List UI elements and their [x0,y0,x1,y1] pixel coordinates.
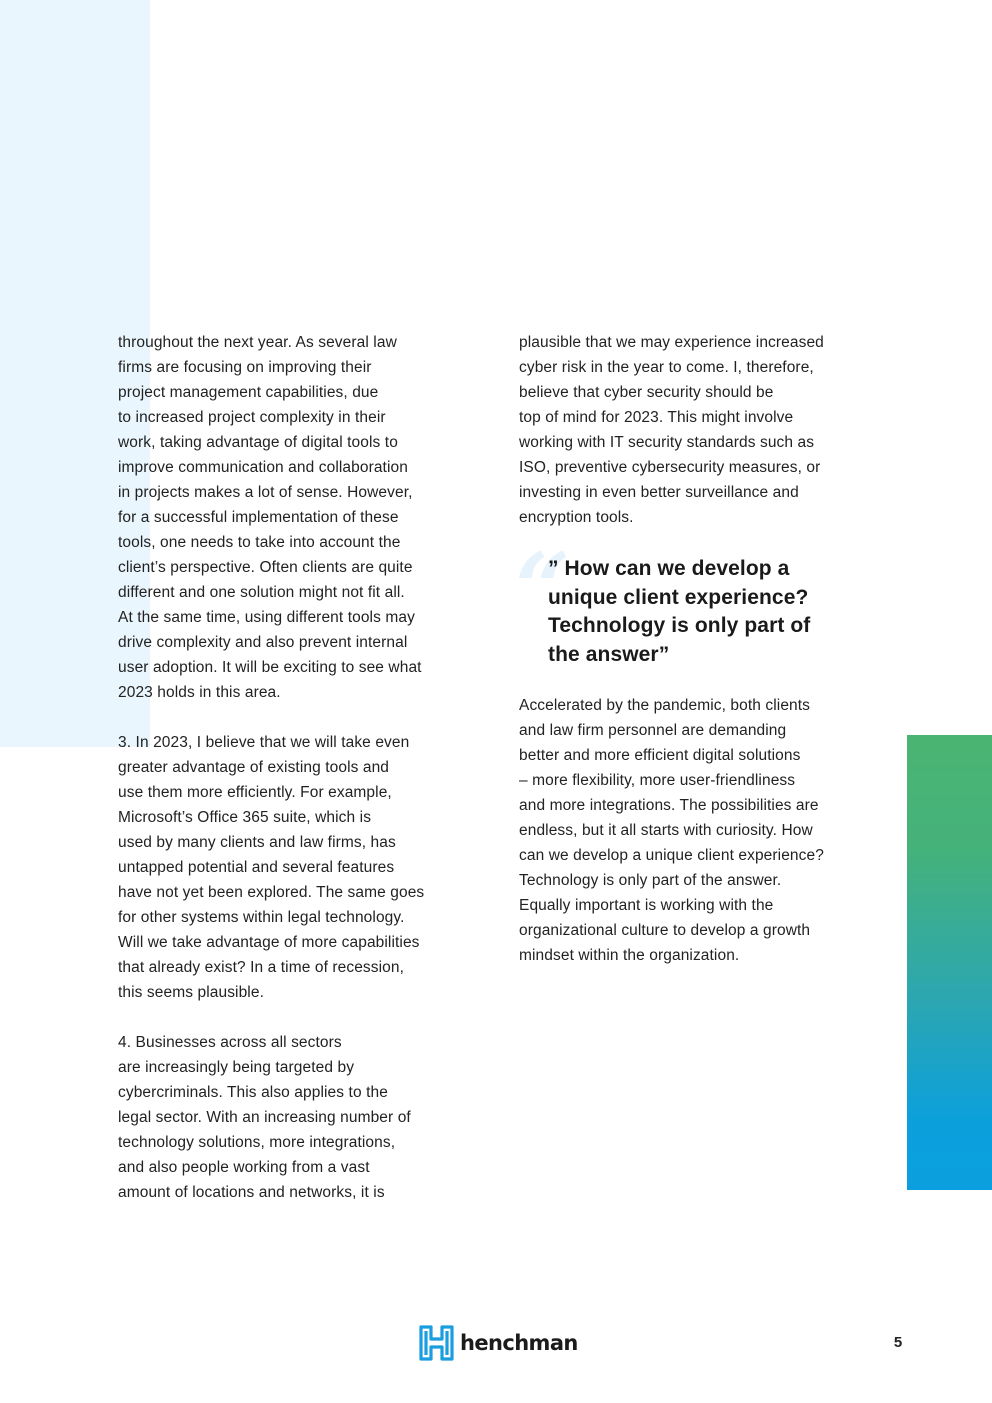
text-line: 4. Businesses across all sectors [118,1034,342,1051]
text-line: this seems plausible. [118,984,264,1001]
quote-line: Technology is only part of [548,614,811,637]
text-line: encryption tools. [519,509,634,526]
text-line: legal sector. With an increasing number of [118,1109,411,1126]
text-line: organizational culture to develop a growth [519,922,811,939]
paragraph-point-3 [118,730,478,1005]
text-line: and also people working from a vast [118,1159,370,1176]
text-line: drive complexity and also prevent internal [118,634,408,651]
text-line: for a successful implementation of these [118,509,399,526]
right-text-column [515,330,874,968]
text-line: Will we take advantage of more capabilities [118,934,420,951]
text-line: firms are focusing on improving their [118,359,372,376]
text-line: working with IT security standards such as [519,434,815,451]
text-line: investing in even better surveillance and [519,484,799,501]
quote-line: ” How can we develop a [548,557,790,580]
paragraph-gap [118,705,478,730]
quote-line: the answer” [548,642,670,666]
text-line: top of mind for 2023. This might involve [519,409,794,426]
text-line: used by many clients and law firms, has [118,834,396,851]
pull-quote [515,532,874,669]
text-line: and more integrations. The possibilities are [519,797,819,814]
text-line: ISO, preventive cybersecurity measures, or [519,459,821,476]
text-line: Equally important is working with the [519,897,774,914]
paragraph-point-4 [118,1030,478,1205]
text-line: for other systems within legal technology. [118,909,405,926]
paragraph-gap [118,1005,478,1030]
text-line: improve communication and collaboration [118,459,408,476]
text-line: to increased project complexity in their [118,409,386,426]
henchman-logo [419,1324,578,1362]
paragraph-continuation [118,330,478,705]
quote-line: unique client experience? [548,585,809,609]
text-line: 3. In 2023, I believe that we will take even [118,734,410,751]
text-line: Accelerated by the pandemic, both clients [519,697,811,714]
text-line: – more flexibility, more user-friendliness [519,772,796,789]
text-line: Technology is only part of the answer. [519,872,782,889]
gradient-side-bar [907,735,992,1190]
text-line: tools, one needs to take into account the [118,534,401,551]
text-line: client’s perspective. Often clients are quite [118,559,413,576]
text-line: amount of locations and networks, it is [118,1184,385,1201]
text-line: plausible that we may experience increased [519,334,824,351]
text-line: mindset within the organization. [519,947,740,964]
henchman-logo-icon [419,1325,454,1361]
text-line: user adoption. It will be exciting to see what [118,659,422,676]
pull-quote-text [519,555,874,669]
text-line: use them more efficiently. For example, [118,784,392,801]
paragraph-cyber-risk [519,330,874,530]
text-line: different and one solution might not fit all. [118,584,405,601]
text-line: can we develop a unique client experience? [519,847,824,864]
text-line: endless, but it all starts with curiosity. How [519,822,813,839]
text-line: and law firm personnel are demanding [519,722,787,739]
text-line: 2023 holds in this area. [118,684,281,701]
logo-wordmark: henchman [460,1331,578,1355]
text-line: have not yet been explored. The same goes [118,884,425,901]
text-line: in projects makes a lot of sense. However, [118,484,413,501]
text-line: greater advantage of existing tools and [118,759,390,776]
text-line: untapped potential and several features [118,859,395,876]
text-line: that already exist? In a time of recession, [118,959,405,976]
page-number: 5 [893,1334,903,1351]
text-line: project management capabilities, due [118,384,379,401]
text-line: better and more efficient digital solutions [519,747,801,764]
text-line: throughout the next year. As several law [118,334,397,351]
left-text-column [118,330,478,1205]
text-line: are increasingly being targeted by [118,1059,355,1076]
text-line: technology solutions, more integrations, [118,1134,396,1151]
text-line: work, taking advantage of digital tools to [118,434,398,451]
text-line: Microsoft’s Office 365 suite, which is [118,809,372,826]
text-line: At the same time, using different tools may [118,609,415,626]
quote-mark-icon: “ [515,532,571,645]
text-line: believe that cyber security should be [519,384,774,401]
text-line: cybercriminals. This also applies to the [118,1084,388,1101]
text-line: cyber risk in the year to come. I, therefore, [519,359,814,376]
paragraph-conclusion [519,693,874,968]
